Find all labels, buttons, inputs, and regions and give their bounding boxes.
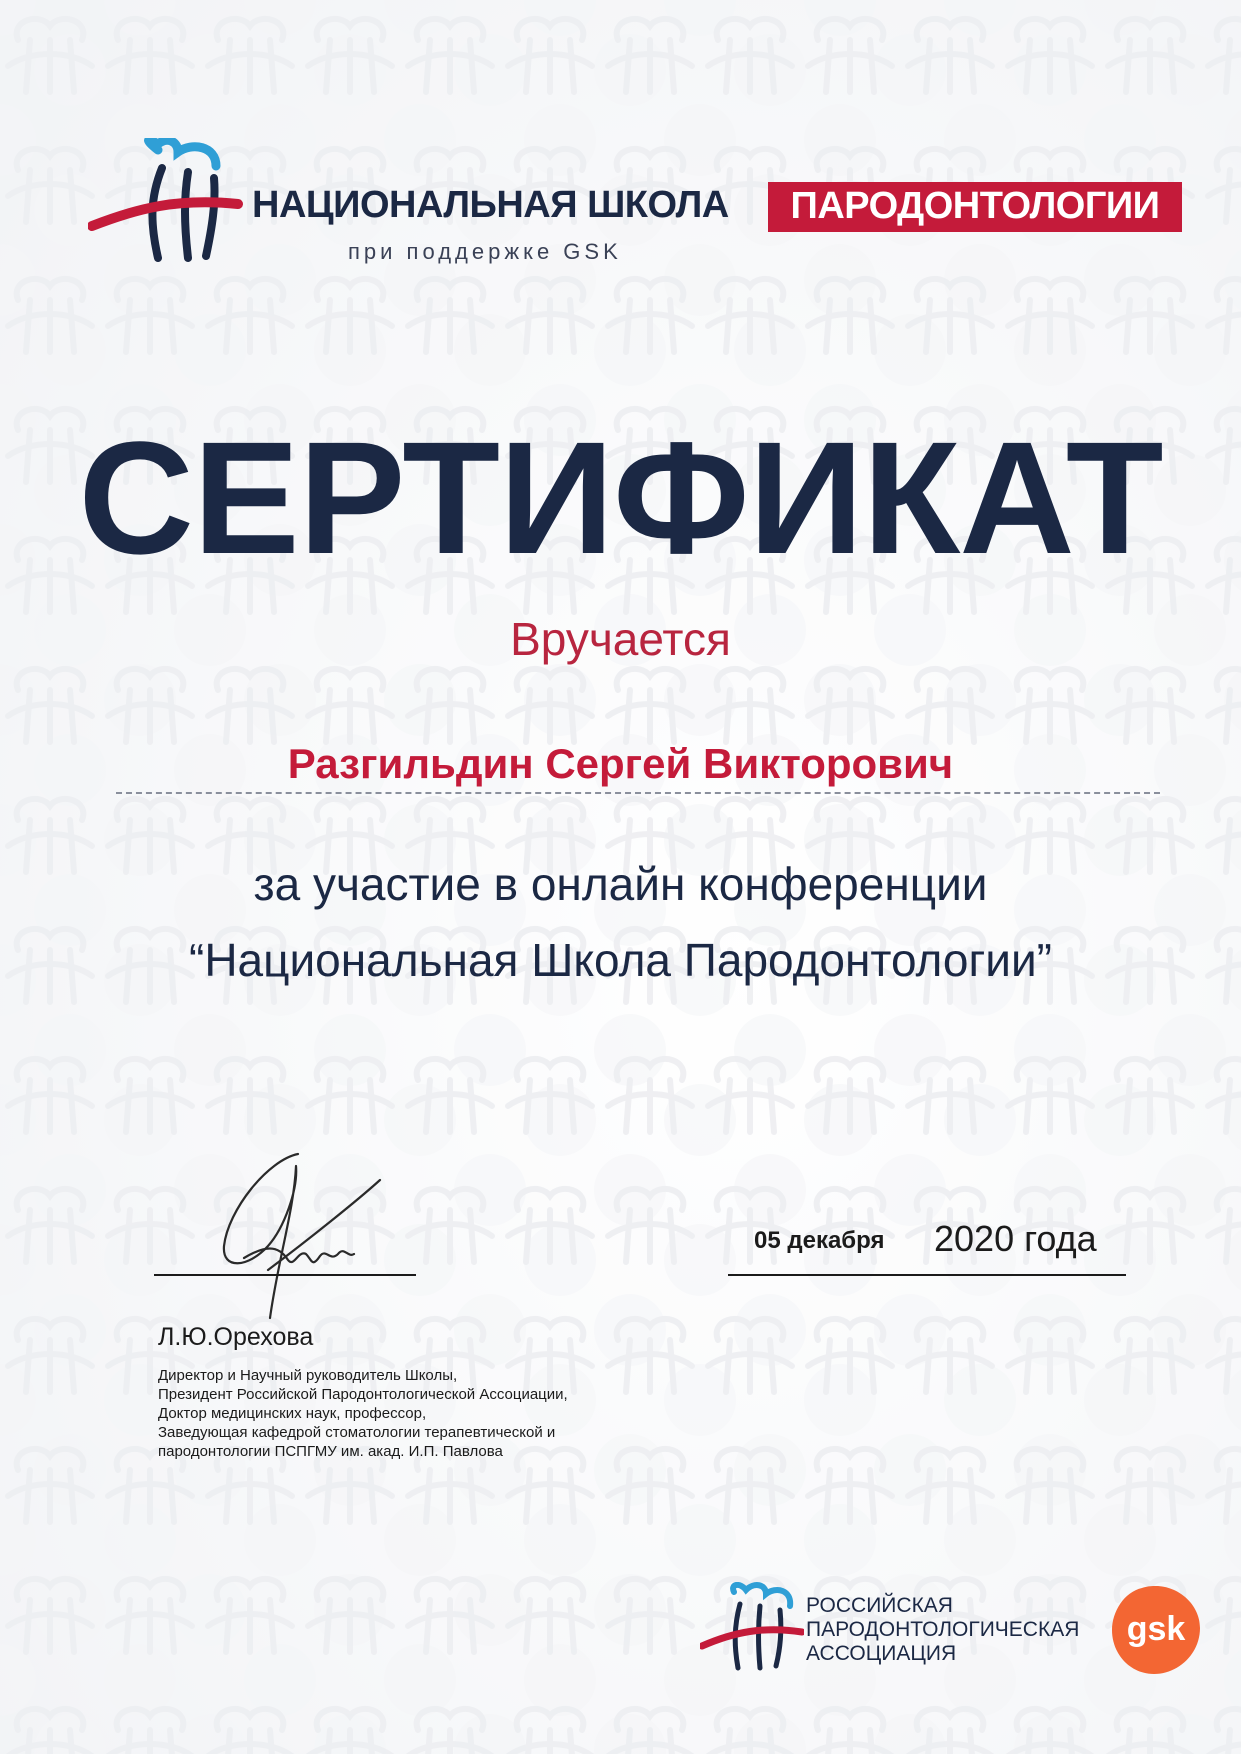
signer-title-line: пародонтологии ПСПГМУ им. акад. И.П. Павлова: [158, 1443, 503, 1460]
signer-title-line: Доктор медицинских наук, профессор,: [158, 1405, 427, 1422]
recipient-underline: [116, 792, 1160, 794]
gsk-logo-text: gsk: [1126, 1610, 1186, 1648]
signer-title-line: Директор и Научный руководитель Школы,: [158, 1367, 458, 1384]
certificate-title: СЕРТИФИКАТ: [78, 408, 1163, 587]
gsk-logo: [1108, 1582, 1204, 1678]
awarded-label: Вручается: [510, 613, 731, 665]
association-name-line: РОССИЙСКАЯ: [806, 1594, 953, 1617]
school-name-highlight: ПАРОДОНТОЛОГИИ: [768, 182, 1182, 232]
date-day-month: 05 декабря: [754, 1227, 885, 1254]
signature-line: [154, 1274, 416, 1276]
association-name-line: АССОЦИАЦИЯ: [806, 1642, 957, 1665]
signer-title-line: Президент Российской Пародонтологической Ассоциации,: [158, 1386, 568, 1403]
signer-name: Л.Ю.Орехова: [158, 1323, 314, 1351]
reason-line-2: “Национальная Школа Пародонтологии”: [189, 934, 1052, 986]
signer-title: [158, 1366, 678, 1461]
association-name: [806, 1594, 1079, 1666]
date-year: 2020 года: [934, 1218, 1097, 1259]
school-subtitle: при поддержке GSK: [348, 239, 622, 264]
reason-line-1: за участие в онлайн конференции: [253, 858, 988, 910]
signer-title-line: Заведующая кафедрой стоматологии терапевтической и: [158, 1424, 556, 1441]
signature-image: [208, 1150, 408, 1320]
date-line: [728, 1274, 1126, 1276]
recipient-name: Разгильдин Сергей Викторович: [287, 740, 954, 787]
tooth-ribbon-icon: [700, 1582, 804, 1672]
association-name-line: ПАРОДОНТОЛОГИЧЕСКАЯ: [806, 1618, 1080, 1641]
school-name: НАЦИОНАЛЬНАЯ ШКОЛА: [252, 184, 729, 226]
